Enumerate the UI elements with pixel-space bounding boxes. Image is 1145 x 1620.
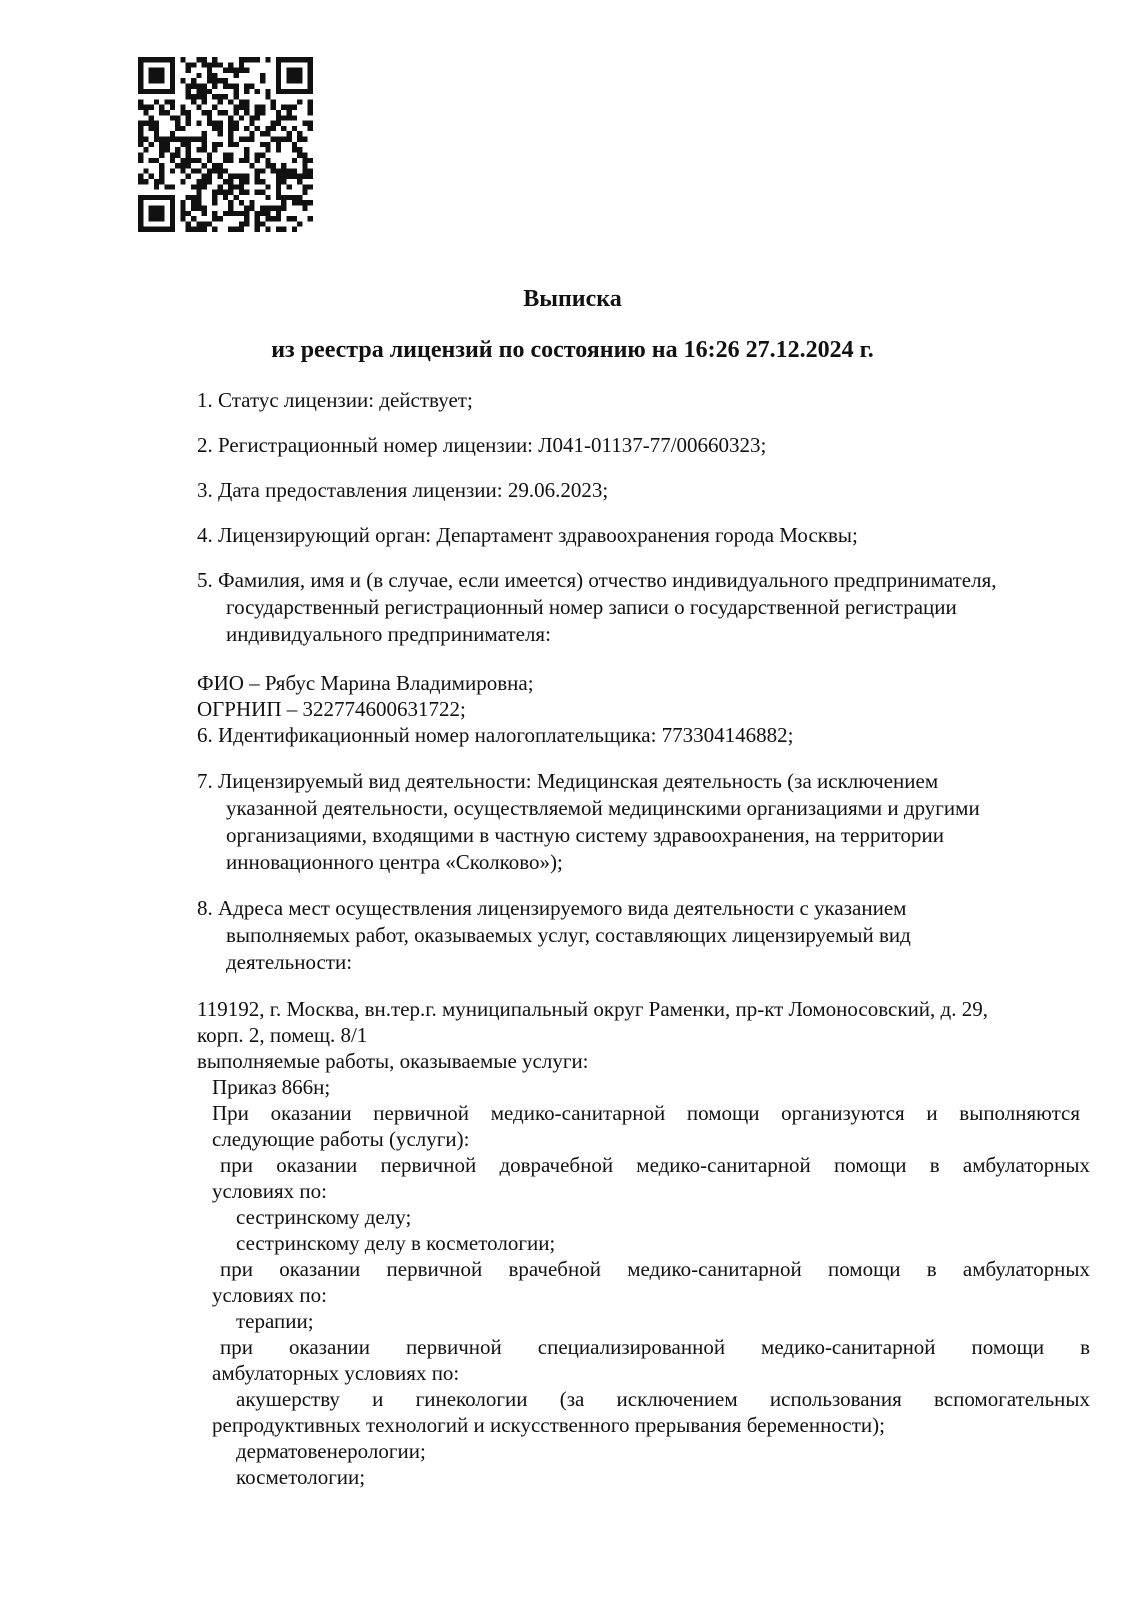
service-obstetrics-line-2: репродуктивных технологий и искусственного прерывания беременности); xyxy=(212,1413,885,1437)
works-heading: выполняемые работы, оказываемые услуги: xyxy=(197,1049,589,1073)
addresses-line-1: 8. Адреса мест осуществления лицензируемого вида деятельности с указанием xyxy=(197,896,907,920)
inn: 6. Идентификационный номер налогоплательщика: 773304146882; xyxy=(197,723,794,747)
service-therapy: терапии; xyxy=(236,1309,314,1333)
order-number: Приказ 866н; xyxy=(212,1075,331,1099)
entrepreneur-info-line-2: государственный регистрационный номер записи о государственной регистрации xyxy=(226,595,957,619)
registration-number: 2. Регистрационный номер лицензии: Л041-01137-77/00660323; xyxy=(197,433,767,457)
service-nursing-cosmetology: сестринскому делу в косметологии; xyxy=(236,1231,556,1255)
entrepreneur-info-line-3: индивидуального предпринимателя: xyxy=(226,622,551,646)
service-nursing: сестринскому делу; xyxy=(236,1205,412,1229)
service-dermatology: дерматовенерологии; xyxy=(236,1439,426,1463)
doctor-care-line-2: условиях по: xyxy=(212,1283,327,1307)
address-line-1: 119192, г. Москва, вн.тер.г. муниципальный округ Раменки, пр-кт Ломоносовский, д. 29, xyxy=(197,997,988,1021)
doctor-care-line-1: при оказании первичной врачебной медико-санитарной помощи в амбулаторных xyxy=(220,1257,1090,1281)
specialized-care-line-1: при оказании первичной специализированной медико-санитарной помощи в xyxy=(220,1335,1090,1359)
document-subtitle: из реестра лицензий по состоянию на 16:26 27.12.2024 г. xyxy=(271,337,874,363)
pre-doctor-care-line-1: при оказании первичной доврачебной медико-санитарной помощи в амбулаторных xyxy=(220,1153,1090,1177)
service-cosmetology: косметологии; xyxy=(236,1465,366,1489)
address-line-2: корп. 2, помещ. 8/1 xyxy=(197,1023,368,1047)
service-obstetrics-line-1: акушерству и гинекологии (за исключением использования вспомогательных xyxy=(236,1387,1090,1411)
specialized-care-line-2: амбулаторных условиях по: xyxy=(212,1361,460,1385)
full-name: ФИО – Рябус Марина Владимировна; xyxy=(197,671,534,695)
entrepreneur-info-line-1: 5. Фамилия, имя и (в случае, если имеется) отчество индивидуального предпринимателя, xyxy=(197,568,997,592)
ogrnip: ОГРНИП – 322774600631722; xyxy=(197,697,466,721)
license-status: 1. Статус лицензии: действует; xyxy=(197,388,473,412)
licensing-authority: 4. Лицензирующий орган: Департамент здравоохранения города Москвы; xyxy=(197,523,858,547)
addresses-line-2: выполняемых работ, оказываемых услуг, составляющих лицензируемый вид xyxy=(226,923,911,947)
pre-doctor-care-line-2: условиях по: xyxy=(212,1179,327,1203)
qr-code-icon xyxy=(138,57,313,232)
primary-care-line-2: следующие работы (услуги): xyxy=(212,1127,470,1151)
addresses-line-3: деятельности: xyxy=(226,950,353,974)
activity-line-3: организациями, входящими в частную систему здравоохранения, на территории xyxy=(226,823,944,847)
primary-care-line-1: При оказании первичной медико-санитарной помощи организуются и выполняются xyxy=(212,1101,1080,1125)
document-title: Выписка xyxy=(523,286,622,312)
activity-line-2: указанной деятельности, осуществляемой медицинскими организациями и другими xyxy=(226,796,980,820)
license-date: 3. Дата предоставления лицензии: 29.06.2023; xyxy=(197,478,609,502)
activity-line-4: инновационного центра «Сколково»); xyxy=(226,850,563,874)
activity-line-1: 7. Лицензируемый вид деятельности: Медицинская деятельность (за исключением xyxy=(197,769,939,793)
